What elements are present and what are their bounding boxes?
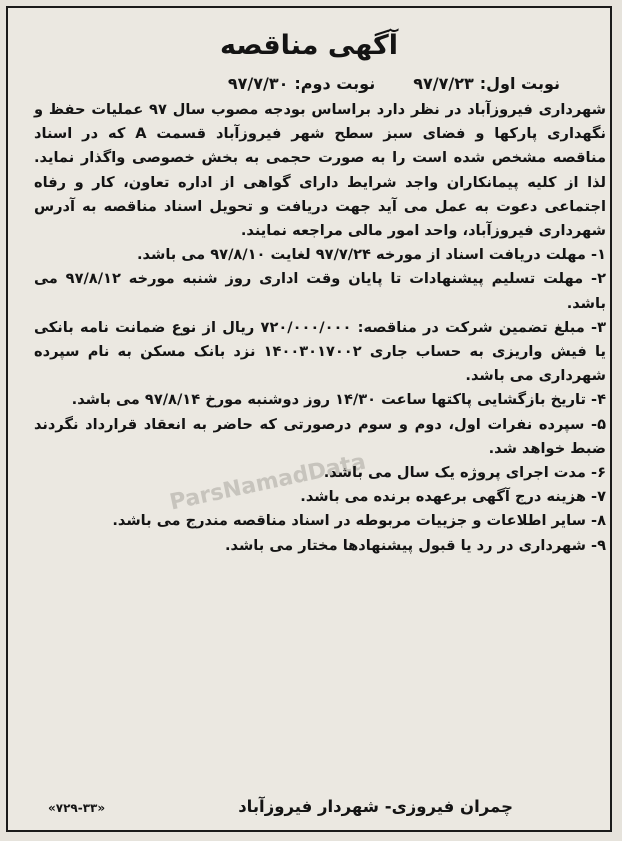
first-round-date: ۹۷/۷/۲۳ — [413, 74, 474, 93]
first-round-label: نوبت اول: — [479, 74, 560, 93]
watermark: ParsNamadData — [167, 449, 368, 516]
notice-body — [34, 98, 606, 558]
notice-title: آگهی مناقصه — [219, 30, 399, 61]
notice-dates — [222, 74, 560, 93]
second-round-date: ۹۷/۷/۳۰ — [227, 74, 289, 93]
condition-item: ۱- مهلت دریافت اسناد از مورخه ۹۷/۷/۲۴ لغایت ۹۷/۸/۱۰ می باشد. — [137, 246, 606, 264]
notice-code: «۷۲۹-۳۳» — [48, 801, 106, 815]
notice-footer — [48, 797, 613, 821]
condition-item: ۶- مدت اجرای پروژه یک سال می باشد. — [323, 464, 606, 482]
notice-conditions-list — [34, 243, 606, 558]
signature: چمران فیروزی- شهردار فیروزآباد — [238, 797, 513, 816]
condition-item: ۲- مهلت تسلیم پیشنهادات تا پایان وقت اداری روز شنبه مورخه ۹۷/۸/۱۲ می باشد. — [34, 270, 606, 312]
condition-item: ۳- مبلغ تضمین شرکت در مناقصه: ۷۲۰/۰۰۰/۰۰۰ ریال از نوع ضمانت نامه بانکی یا فیش واریزی به حساب جاری ۱۴۰۰۳۰۱۷۰۰۲ نزد بانک مسکن به نام سپرده شهرداری می باشد. — [34, 318, 607, 385]
condition-item: ۸- سایر اطلاعات و جزییات مربوطه در اسناد مناقصه مندرج می باشد. — [112, 512, 606, 530]
condition-item: ۷- هزینه درج آگهی برعهده برنده می باشد. — [300, 488, 606, 506]
notice-intro: شهرداری فیروزآباد در نظر دارد براساس بودجه مصوب سال ۹۷ عملیات حفظ و نگهداری پارکها و فضای سبز سطح شهر فیروزآباد قسمت A که در اسناد مناقصه مشخص شده است را به صورت حجمی به بخش خصوصی واگذار نماید. لذا از کلیه پیمانکاران واجد شرایط دارای گواهی از اداره تعاون، کار و رفاه اجتماعی دعوت به عمل می آید جهت دریافت و تحویل اسناد مناقصه به آدرس شهرداری فیروزآباد، واحد امور مالی مراجعه نمایند. — [34, 101, 606, 240]
condition-item: ۹- شهرداری در رد یا قبول پیشنهادها مختار می باشد. — [224, 536, 606, 554]
condition-item: ۵- سپرده نفرات اول، دوم و سوم درصورتی که حاضر به انعقاد قرارداد نگردند ضبط خواهد شد. — [34, 415, 606, 457]
second-round-label: نوبت دوم: — [294, 74, 376, 93]
tender-notice-box — [6, 6, 612, 832]
condition-item: ۴- تاریخ بازگشایی پاکتها ساعت ۱۴/۳۰ روز دوشنبه مورخ ۹۷/۸/۱۴ می باشد. — [71, 391, 606, 409]
